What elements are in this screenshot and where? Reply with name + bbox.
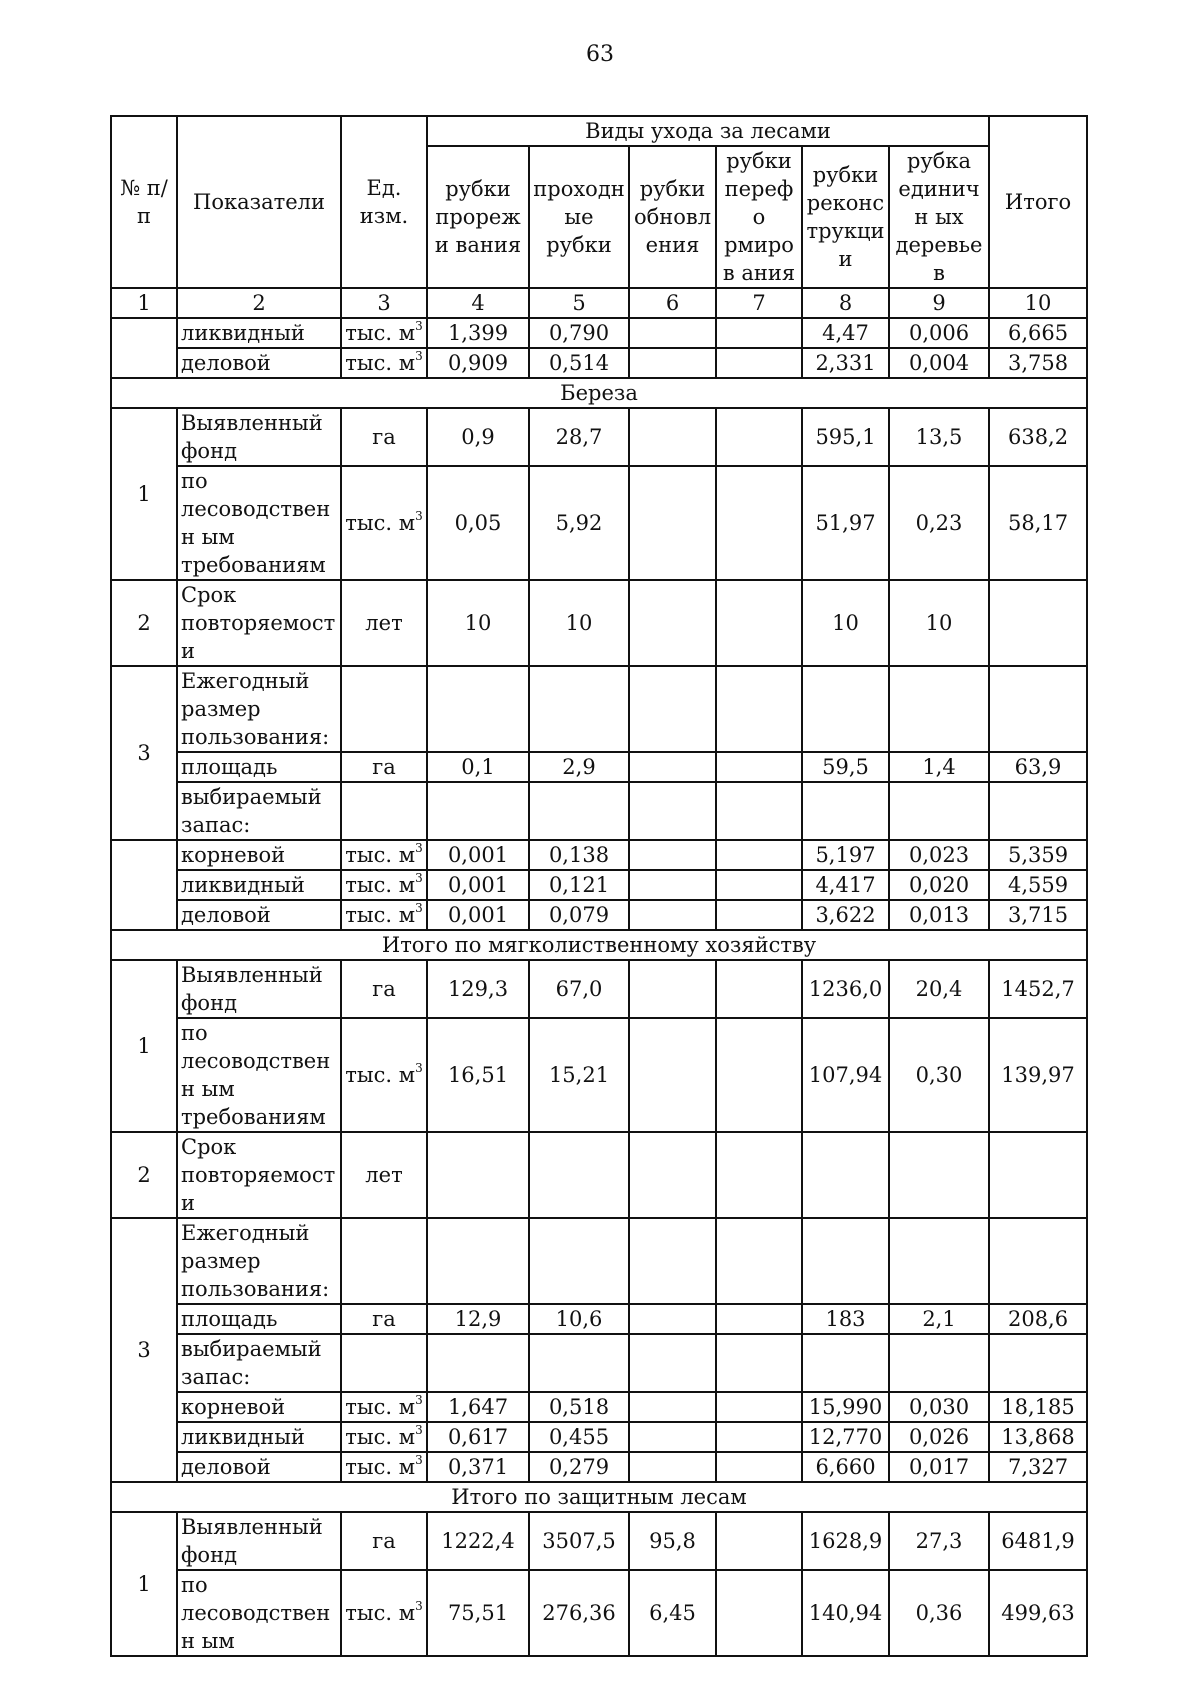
unit-cell: тыс. $м^3$ [341,466,427,580]
header-type-thinning: рубки прорежи вания [427,146,529,288]
unit-cell: тыс. $м^3$ [341,1452,427,1482]
value-cell: 3507,5 [529,1512,629,1570]
value-cell: 0,23 [889,466,989,580]
value-cell: 0,013 [889,900,989,930]
indicator-silvicultural: по лесоводственн ым требованиям [177,1018,341,1132]
value-cell [629,1132,716,1218]
col-number: 6 [629,288,716,318]
value-cell: 0,36 [889,1570,989,1656]
value-cell: 2,9 [529,752,629,782]
indicator-silvicultural: по лесоводственн ым требованиям [177,466,341,580]
value-cell [716,1422,802,1452]
forest-care-table [110,115,1088,1657]
empty-num-cell [111,840,177,930]
value-cell [716,1392,802,1422]
value-cell [629,1392,716,1422]
value-cell: 0,030 [889,1392,989,1422]
header-total: Итого [989,116,1087,288]
value-cell: 75,51 [427,1570,529,1656]
unit-cell: тыс. $м^3$ [341,840,427,870]
value-cell: 1,647 [427,1392,529,1422]
section-title-softwood: Итого по мягколиственному хозяйству [111,930,1087,960]
unit-cell: га [341,408,427,466]
value-cell: 6,45 [629,1570,716,1656]
value-cell: 140,94 [802,1570,889,1656]
value-cell: 107,94 [802,1018,889,1132]
value-cell [629,1304,716,1334]
table-row [111,466,1087,580]
value-cell: 595,1 [802,408,889,466]
indicator-stock: выбираемый запас: [177,1334,341,1392]
header-indicator: Показатели [177,116,341,288]
indicator-silvicultural: по лесоводственн ым [177,1570,341,1656]
indicator-stock: выбираемый запас: [177,782,341,840]
value-cell: 12,9 [427,1304,529,1334]
value-cell: 0,617 [427,1422,529,1452]
value-cell: 58,17 [989,466,1087,580]
indicator-business: деловой [177,900,341,930]
value-cell: 18,185 [989,1392,1087,1422]
value-cell: 4,417 [802,870,889,900]
value-cell: 51,97 [802,466,889,580]
value-cell [716,900,802,930]
indicator-found: Выявленный фонд [177,408,341,466]
table-row [111,960,1087,1018]
value-cell: 499,63 [989,1570,1087,1656]
table-row [111,1018,1087,1132]
value-cell: 139,97 [989,1018,1087,1132]
value-cell [716,348,802,378]
value-cell [989,580,1087,666]
value-cell: 27,3 [889,1512,989,1570]
value-cell: 4,47 [802,318,889,348]
header-type-reconstruction: рубки реконс трукци и [802,146,889,288]
unit-cell: лет [341,1132,427,1218]
value-cell: 0,790 [529,318,629,348]
section-title-birch: Береза [111,378,1087,408]
value-cell: 0,909 [427,348,529,378]
value-cell: 63,9 [989,752,1087,782]
unit-cell: тыс. $м^3$ [341,318,427,348]
col-number: 10 [989,288,1087,318]
value-cell: 15,990 [802,1392,889,1422]
unit-cell: тыс. $м^3$ [341,1018,427,1132]
value-cell [629,960,716,1018]
value-cell: 3,758 [989,348,1087,378]
value-cell: 0,001 [427,870,529,900]
value-cell [629,840,716,870]
empty-num-cell [111,318,177,378]
table-row [111,870,1087,900]
col-number: 8 [802,288,889,318]
value-cell: 0,017 [889,1452,989,1482]
header-care-types: Виды ухода за лесами [427,116,989,146]
indicator-found: Выявленный фонд [177,1512,341,1570]
table-row [111,1334,1087,1392]
unit-cell: лет [341,580,427,666]
table-row [111,1452,1087,1482]
table-row [111,840,1087,870]
unit-cell: тыс. $м^3$ [341,348,427,378]
value-cell: 67,0 [529,960,629,1018]
value-cell: 28,7 [529,408,629,466]
section-title-protective: Итого по защитным лесам [111,1482,1087,1512]
value-cell [716,870,802,900]
value-cell [629,900,716,930]
value-cell: 12,770 [802,1422,889,1452]
table-row [111,782,1087,840]
header-type-single-tree: рубка единичн ых деревьев [889,146,989,288]
value-cell: 2,1 [889,1304,989,1334]
unit-cell: тыс. $м^3$ [341,870,427,900]
value-cell: 638,2 [989,408,1087,466]
value-cell: 15,21 [529,1018,629,1132]
value-cell [716,960,802,1018]
value-cell [889,1132,989,1218]
value-cell: 20,4 [889,960,989,1018]
unit-cell: тыс. $м^3$ [341,1392,427,1422]
value-cell: 208,6 [989,1304,1087,1334]
col-number: 2 [177,288,341,318]
row-number: 1 [111,960,177,1132]
value-cell: 1222,4 [427,1512,529,1570]
value-cell [629,752,716,782]
col-number: 5 [529,288,629,318]
value-cell [629,580,716,666]
indicator-found: Выявленный фонд [177,960,341,1018]
value-cell: 1628,9 [802,1512,889,1570]
value-cell: 183 [802,1304,889,1334]
value-cell [716,1570,802,1656]
value-cell: 1,4 [889,752,989,782]
value-cell: 6,665 [989,318,1087,348]
indicator-period: Срок повторяемости [177,580,341,666]
value-cell: 5,197 [802,840,889,870]
value-cell: 6481,9 [989,1512,1087,1570]
column-number-row [111,288,1087,318]
value-cell: 0,371 [427,1452,529,1482]
col-number: 7 [716,288,802,318]
col-number: 4 [427,288,529,318]
value-cell: 0,001 [427,840,529,870]
row-number: 2 [111,1132,177,1218]
row-number: 1 [111,1512,177,1656]
value-cell: 4,559 [989,870,1087,900]
value-cell [716,1452,802,1482]
value-cell: 0,023 [889,840,989,870]
indicator-period: Срок повторяемости [177,1132,341,1218]
value-cell: 0,279 [529,1452,629,1482]
value-cell [989,1132,1087,1218]
value-cell [802,1132,889,1218]
value-cell: 129,3 [427,960,529,1018]
value-cell: 0,514 [529,348,629,378]
indicator-annual: Ежегодный размер пользования: [177,1218,341,1304]
table-row [111,1422,1087,1452]
indicator-business: деловой [177,1452,341,1482]
value-cell: 0,079 [529,900,629,930]
col-number: 1 [111,288,177,318]
value-cell: 5,92 [529,466,629,580]
value-cell: 13,5 [889,408,989,466]
value-cell: 10 [529,580,629,666]
header-type-pass: проходн ые рубки [529,146,629,288]
value-cell [716,1512,802,1570]
value-cell: 3,715 [989,900,1087,930]
value-cell: 1,399 [427,318,529,348]
header-type-renewal: рубки обновл ения [629,146,716,288]
value-cell: 16,51 [427,1018,529,1132]
value-cell [629,1018,716,1132]
col-number: 3 [341,288,427,318]
value-cell [716,840,802,870]
value-cell: 0,455 [529,1422,629,1452]
value-cell: 0,30 [889,1018,989,1132]
value-cell [716,408,802,466]
value-cell [629,408,716,466]
value-cell: 0,1 [427,752,529,782]
value-cell: 10 [889,580,989,666]
header-unit: Ед. изм. [341,116,427,288]
table-row [111,318,1087,348]
value-cell [716,1018,802,1132]
value-cell: 10 [427,580,529,666]
col-number: 9 [889,288,989,318]
indicator-root: корневой [177,840,341,870]
value-cell: 0,05 [427,466,529,580]
value-cell: 0,9 [427,408,529,466]
table-row [111,1512,1087,1570]
value-cell [629,348,716,378]
value-cell: 2,331 [802,348,889,378]
value-cell: 95,8 [629,1512,716,1570]
value-cell: 0,006 [889,318,989,348]
header-num: № п/п [111,116,177,288]
indicator-area: площадь [177,1304,341,1334]
indicator-area: площадь [177,752,341,782]
value-cell [629,870,716,900]
value-cell: 6,660 [802,1452,889,1482]
value-cell [427,1132,529,1218]
table-row [111,752,1087,782]
row-number: 1 [111,408,177,580]
unit-cell: тыс. $м^3$ [341,900,427,930]
value-cell: 0,020 [889,870,989,900]
indicator-liquid: ликвидный [177,318,341,348]
unit-cell: тыс. $м^3$ [341,1570,427,1656]
value-cell [629,466,716,580]
value-cell: 10,6 [529,1304,629,1334]
table-row [111,1570,1087,1656]
indicator-liquid: ликвидный [177,1422,341,1452]
value-cell: 1236,0 [802,960,889,1018]
value-cell [529,1132,629,1218]
value-cell: 10 [802,580,889,666]
value-cell: 7,327 [989,1452,1087,1482]
unit-cell: га [341,1304,427,1334]
table-row [111,1132,1087,1218]
unit-cell: га [341,752,427,782]
indicator-business: деловой [177,348,341,378]
unit-cell: га [341,960,427,1018]
value-cell [716,752,802,782]
value-cell [716,318,802,348]
value-cell [629,318,716,348]
value-cell: 59,5 [802,752,889,782]
unit-cell: га [341,1512,427,1570]
value-cell [716,580,802,666]
table-row [111,348,1087,378]
row-number: 3 [111,666,177,840]
value-cell [629,1452,716,1482]
indicator-liquid: ликвидный [177,870,341,900]
table-row [111,666,1087,752]
row-number: 3 [111,1218,177,1482]
row-number: 2 [111,580,177,666]
value-cell [716,466,802,580]
table-row [111,900,1087,930]
value-cell: 1452,7 [989,960,1087,1018]
indicator-root: корневой [177,1392,341,1422]
value-cell: 0,121 [529,870,629,900]
value-cell [716,1304,802,1334]
table-row [111,1218,1087,1304]
value-cell: 13,868 [989,1422,1087,1452]
value-cell: 0,001 [427,900,529,930]
value-cell: 0,518 [529,1392,629,1422]
header-type-reformation: рубки перефо рмиров ания [716,146,802,288]
value-cell: 0,138 [529,840,629,870]
page-number: 63 [586,42,614,67]
value-cell [629,1422,716,1452]
value-cell: 3,622 [802,900,889,930]
indicator-annual: Ежегодный размер пользования: [177,666,341,752]
value-cell: 0,026 [889,1422,989,1452]
table-row [111,1392,1087,1422]
table-row [111,408,1087,466]
table-row [111,1304,1087,1334]
value-cell: 5,359 [989,840,1087,870]
unit-cell: тыс. $м^3$ [341,1422,427,1452]
value-cell [716,1132,802,1218]
table-row [111,580,1087,666]
value-cell: 276,36 [529,1570,629,1656]
value-cell: 0,004 [889,348,989,378]
